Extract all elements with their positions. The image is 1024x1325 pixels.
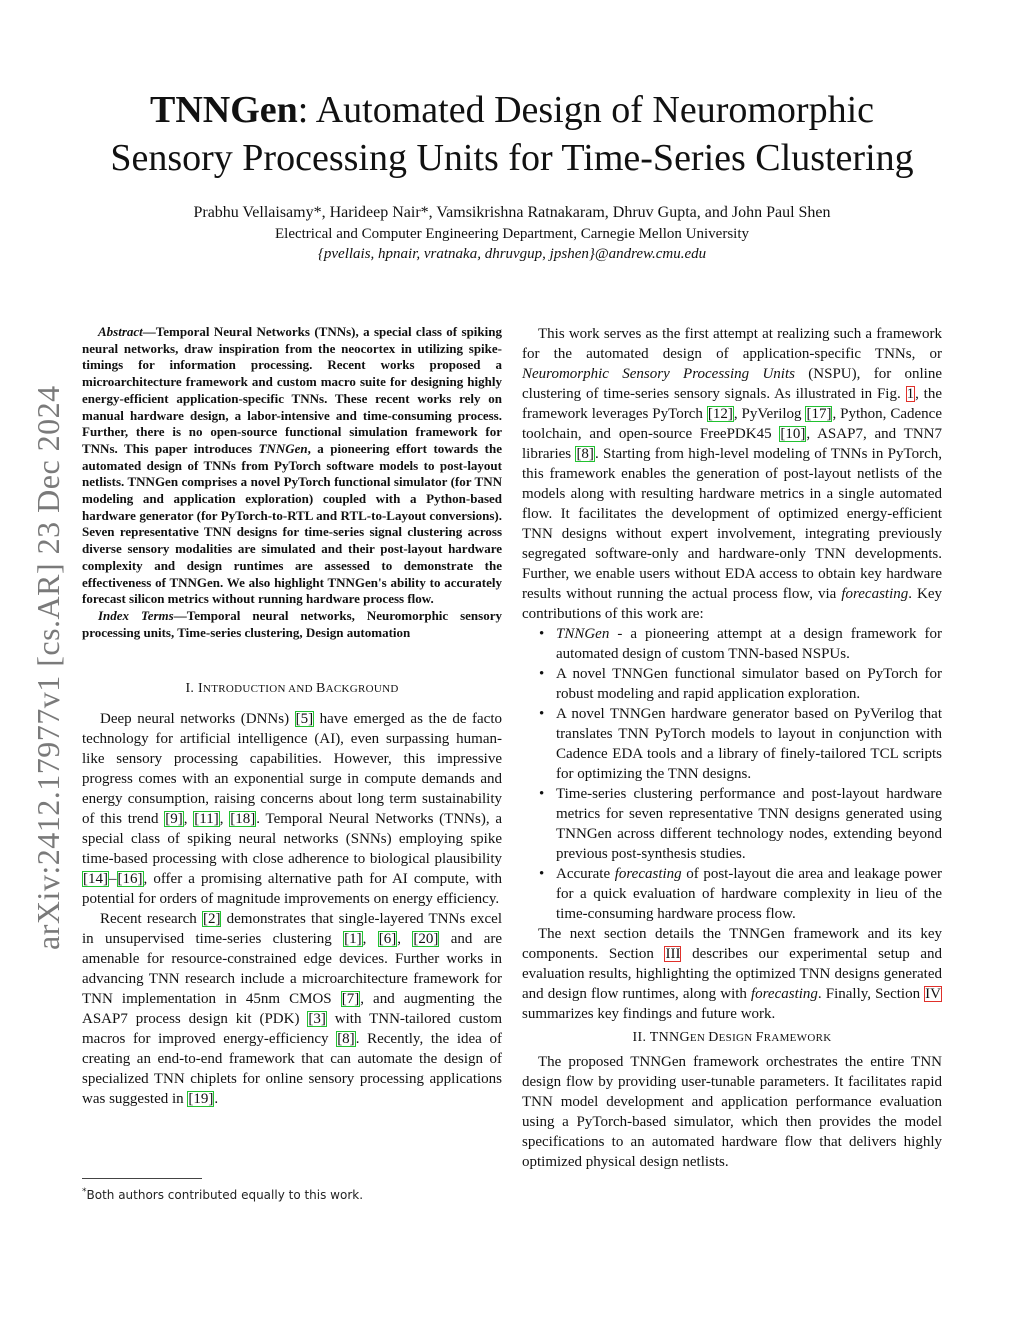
title-line1-rest: : Automated Design of Neuromorphic	[297, 89, 874, 131]
citation-link[interactable]: [3]	[308, 1011, 326, 1028]
text-run: . Recently, the idea of creating an end-to-end framework that can automate the design of specialized TNN chiplets for online sensory processing applications was suggested in	[82, 1031, 502, 1108]
right-column	[522, 324, 942, 1172]
citation-link[interactable]: [8]	[576, 446, 594, 462]
text-run: , and augmenting the ASAP7 process design kit (PDK)	[82, 991, 502, 1028]
citation-link[interactable]: [16]	[117, 871, 143, 888]
section-2-number: II.	[632, 1030, 650, 1045]
text-run: ,	[362, 931, 378, 948]
text-run: , Python, Cadence toolchain, and open-source FreePDK45	[522, 406, 943, 442]
intro-paragraph-1	[82, 709, 502, 909]
citation-link[interactable]: [1]	[344, 931, 362, 948]
section-link[interactable]: III	[665, 946, 681, 962]
footnote-mark: *	[82, 1187, 87, 1197]
section-1-cap2: B	[315, 681, 326, 697]
outline-paragraph	[522, 924, 942, 1024]
title-bold: TNNGen	[149, 89, 298, 131]
text-run: This work serves as the first attempt at realizing such a framework for the automated design of application-specific TNNs, or	[522, 326, 942, 362]
text-run: , the framework leverages PyTorch	[522, 386, 942, 422]
text-run: , PyVerilog	[733, 406, 806, 422]
forecasting-term: forecasting	[841, 586, 909, 602]
section-1-rest2: ACKGROUND	[325, 683, 399, 696]
author-emails: {pvellais, hpnair, vratnaka, dhruvgup, jpshen}@andrew.cmu.edu	[317, 246, 707, 262]
citation-link[interactable]: [17]	[806, 406, 832, 422]
forecasting-term: forecasting	[750, 986, 818, 1002]
framework-paragraph: The proposed TNNGen framework orchestrates the entire TNN design flow by providing user-tunable parameters. It facilitates rapid TNN model development and application performance evaluation using a PyTorch-based simulator, which then provides the model specifications to an automated hardware flow that delivers highly optimized physical design netlists.	[522, 1054, 942, 1170]
text-run: .	[214, 1091, 219, 1108]
section-2-rest3: RAMEWORK	[763, 1032, 832, 1044]
section-2-heading	[522, 1028, 942, 1048]
contribution-list	[522, 624, 942, 924]
section-2-cap2: D	[708, 1030, 719, 1045]
author-list: Prabhu Vellaisamy*, Harideep Nair*, Vamsikrishna Ratnakaram, Dhruv Gupta, and John Paul Shen	[193, 204, 831, 221]
text-run: ,	[183, 811, 194, 828]
list-item	[556, 864, 942, 924]
citation-link[interactable]: [14]	[83, 871, 108, 888]
text-run: Deep neural networks (DNNs)	[100, 711, 295, 728]
citation-link[interactable]: [11]	[194, 811, 219, 828]
section-1-heading	[82, 679, 502, 699]
text-run: ,	[219, 811, 230, 828]
citation-link[interactable]: [9]	[165, 811, 183, 828]
abstract	[82, 324, 502, 608]
section-2-rest1: EN	[689, 1032, 709, 1044]
index-terms	[82, 608, 502, 641]
abstract-tnngen: TNNGen	[258, 440, 308, 456]
list-item: • Time-series clustering performance and post-layout hardware metrics for seven representative TNN designs generated using TNNGen across different technology nodes, extending beyond previous post-synthesis studies.	[556, 784, 942, 864]
text-run: ,	[397, 931, 413, 948]
footnote-rule	[82, 1178, 202, 1179]
list-item: • A novel TNNGen hardware generator based on PyVerilog that translates TNN PyTorch models to layout in conjunction with Cadence EDA tools and a library of finely-tailored TCL scripts for optimizing the TNN designs.	[556, 704, 942, 784]
citation-link[interactable]: [7]	[341, 991, 360, 1008]
abstract-text-1: Temporal Neural Networks (TNNs), a special class of spiking neural networks, draw inspiration from the neocortex in utilizing spike-timings for information processing. Recent works proposed a microarchitecture framework and custom macro suite for designing highly energy-efficient application-specific TNNs. These recent works rely on manual hardware design, a labor-intensive and time-consuming process. Further, there is no open-source functional simulation framework for TNNs. This paper introduces	[82, 324, 502, 456]
section-1-number: I.	[185, 681, 198, 697]
text-run: and are amenable for resource-constrained edge devices. Further works in advancing TNN research include a microarchitecture framework for TNN implementation in 45nm CMOS	[82, 931, 502, 1008]
left-column	[82, 324, 502, 1109]
section-2-rest2: ESIGN	[718, 1032, 756, 1044]
text-run: of post-layout die area and leakage power for a quick evaluation of hardware complexity in lieu of the time-consuming hardware process flow.	[556, 866, 942, 922]
section-1-rest1: NTRODUCTION AND	[202, 683, 316, 696]
text-run: Accurate	[556, 866, 615, 882]
nspu-term: Neuromorphic Sensory Processing Units	[522, 366, 795, 382]
section-2-cap3: F	[755, 1030, 764, 1045]
citation-link[interactable]: [5]	[295, 711, 314, 728]
citation-link[interactable]: [6]	[378, 931, 397, 948]
text-run: . Starting from high-level modeling of TNNs in PyTorch, this framework enables the generation of post-layout netlists of the models along with resulting hardware metrics in a single automated flow. It facilitates the development of optimized energy-efficient TNN designs without expert involvement, integrating previously segregated software-only and hardware-only TNN developments. Further, we enable users without EDA access to obtain key hardware results without running the actual process flow, via	[522, 446, 942, 602]
text-run: demonstrates that single-layered TNNs excel in unsupervised time-series clustering	[82, 911, 502, 948]
tnngen-term: TNNGen	[556, 626, 610, 642]
text-run: , ASAP7, and TNN7 libraries	[522, 426, 942, 462]
text-run: have emerged as the de facto technology for artificial intelligence (AI), even surpassing human-like sensory processing capabilities. However, this impressive progress comes with an exponential surge in compute demands and energy consumption, raising concerns about long term sustainability of this trend	[82, 711, 502, 828]
text-run: , offer a promising alternative path for AI compute, with potential for orders of magnitude improvements on energy efficiency.	[82, 871, 502, 908]
footnote	[82, 1184, 363, 1203]
text-run: with TNN-tailored custom macros for improved energy-efficiency	[82, 1011, 502, 1048]
text-run: . Temporal Neural Networks (TNNs), a special class of spiking neural networks (SNNs) employing spike time-based processing with close adherence to biological plausibility	[82, 811, 502, 868]
abstract-text-2: , a pioneering effort towards the automated design of TNNs from PyTorch software models to post-layout netlists. TNNGen comprises a novel PyTorch functional simulator (for TNN modeling and application exploration) coupled with a Python-based hardware generator (for PyTorch-to-RTL and RTL-to-Layout conversions). Seven representative TNN designs for time-series signal clustering across diverse sensory modalities are simulated and their post-layout hardware complexity and design runtimes are assessed to demonstrate the effectiveness of TNNGen. We also highlight TNNGen's ability to accurately forecast silicon metrics without running hardware process flow.	[82, 440, 503, 607]
figure-link[interactable]: 1	[906, 386, 915, 402]
section-2-word1: TNNG	[649, 1030, 690, 1045]
citation-link[interactable]: [10]	[780, 426, 806, 442]
contribution-paragraph	[522, 324, 942, 624]
citation-link[interactable]: [20]	[413, 931, 439, 948]
text-run: . Finally, Section	[817, 986, 925, 1002]
arxiv-stamp: arXiv:2412.17977v1 [cs.AR] 23 Dec 2024	[30, 385, 66, 950]
text-run: . Key contributions of this work are:	[522, 586, 942, 622]
section-link[interactable]: IV	[925, 986, 941, 1002]
abstract-dash: —	[142, 324, 156, 339]
citation-link[interactable]: [19]	[188, 1091, 214, 1108]
list-item: • A novel TNNGen functional simulator based on PyTorch for robust modeling and rapid application exploration.	[556, 664, 942, 704]
citation-link[interactable]: [12]	[707, 406, 733, 422]
citation-link[interactable]: [18]	[230, 811, 256, 828]
text-run: - a pioneering attempt at a design framework for automated design of custom TNN-based NSPUs.	[556, 626, 942, 662]
footnote-text: Both authors contributed equally to this work.	[86, 1188, 364, 1202]
forecasting-term: forecasting	[614, 866, 682, 882]
text-run: The next section details the TNNGen framework and its key components. Section	[522, 926, 942, 962]
list-item	[556, 624, 942, 664]
index-terms-text: Temporal neural networks, Neuromorphic sensory processing units, Time-series clustering, Design automation	[82, 607, 502, 640]
abstract-label: Abstract	[98, 324, 143, 339]
intro-paragraph-2	[82, 909, 502, 1109]
citation-link[interactable]: [8]	[337, 1031, 355, 1048]
text-run: Recent research	[100, 911, 202, 928]
affiliation: Electrical and Computer Engineering Department, Carnegie Mellon University	[274, 226, 750, 242]
index-terms-dash: —	[173, 607, 187, 623]
text-run: (NSPU), for online clustering of time-series sensory signals. As illustrated in Fig.	[522, 366, 942, 402]
index-terms-label: Index Terms	[98, 607, 174, 623]
text-run: summarizes key findings and future work.	[522, 1006, 776, 1022]
text-run: –	[109, 871, 117, 888]
title-line2: Sensory Processing Units for Time-Series Clustering	[110, 137, 914, 179]
citation-link[interactable]: [2]	[202, 911, 221, 928]
text-run: describes our experimental setup and evaluation results, highlighting the optimized TNN designs generated and design flow runtimes, along with	[522, 946, 943, 1002]
paper-title	[60, 86, 964, 182]
section-1-cap1: I	[198, 681, 203, 697]
